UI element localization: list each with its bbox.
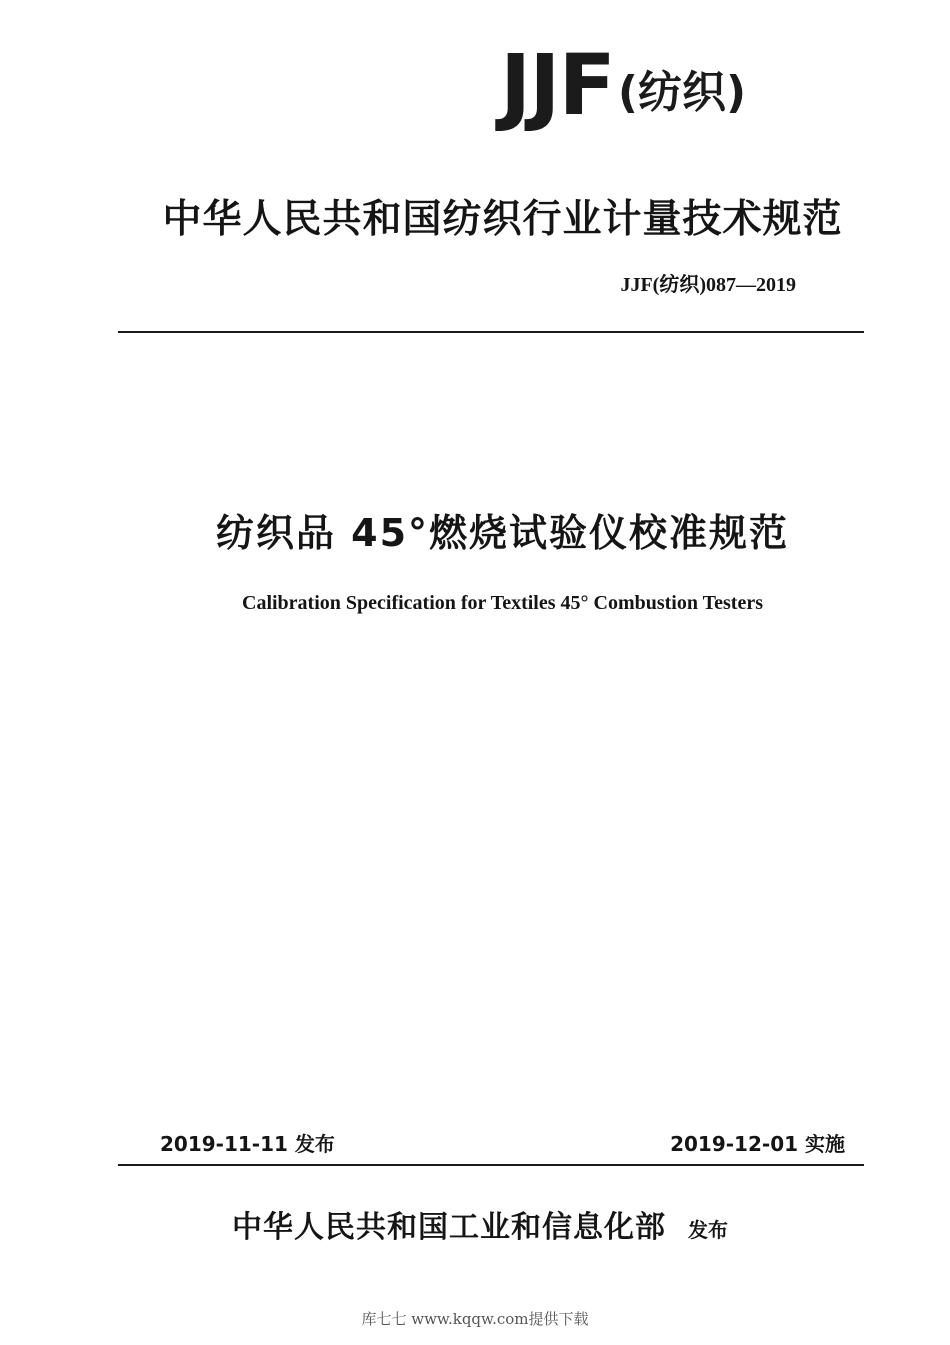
publisher-action: 发布 <box>688 1218 728 1242</box>
document-title-cn: 纺织品 45°燃烧试验仪校准规范 <box>215 511 790 555</box>
bottom-divider <box>118 1164 864 1166</box>
logo-letters: JJF <box>500 36 614 134</box>
document-title-en: Calibration Specification for Textiles 45° Combustion Testers <box>242 592 763 614</box>
effective-date: 2019-12-01 实施 <box>670 1132 845 1156</box>
logo-suffix: (纺织) <box>617 67 747 118</box>
download-watermark: 库七七 www.kqqw.com提供下载 <box>361 1310 589 1328</box>
publisher <box>232 1202 728 1246</box>
top-divider <box>118 331 864 333</box>
issue-date: 2019-11-11 发布 <box>160 1132 335 1156</box>
publisher-name: 中华人民共和国工业和信息化部 <box>232 1210 666 1245</box>
standard-number: JJF(纺织)087—2019 <box>620 274 796 296</box>
standard-category-title: 中华人民共和国纺织行业计量技术规范 <box>162 197 843 242</box>
jjf-logo <box>500 36 747 134</box>
